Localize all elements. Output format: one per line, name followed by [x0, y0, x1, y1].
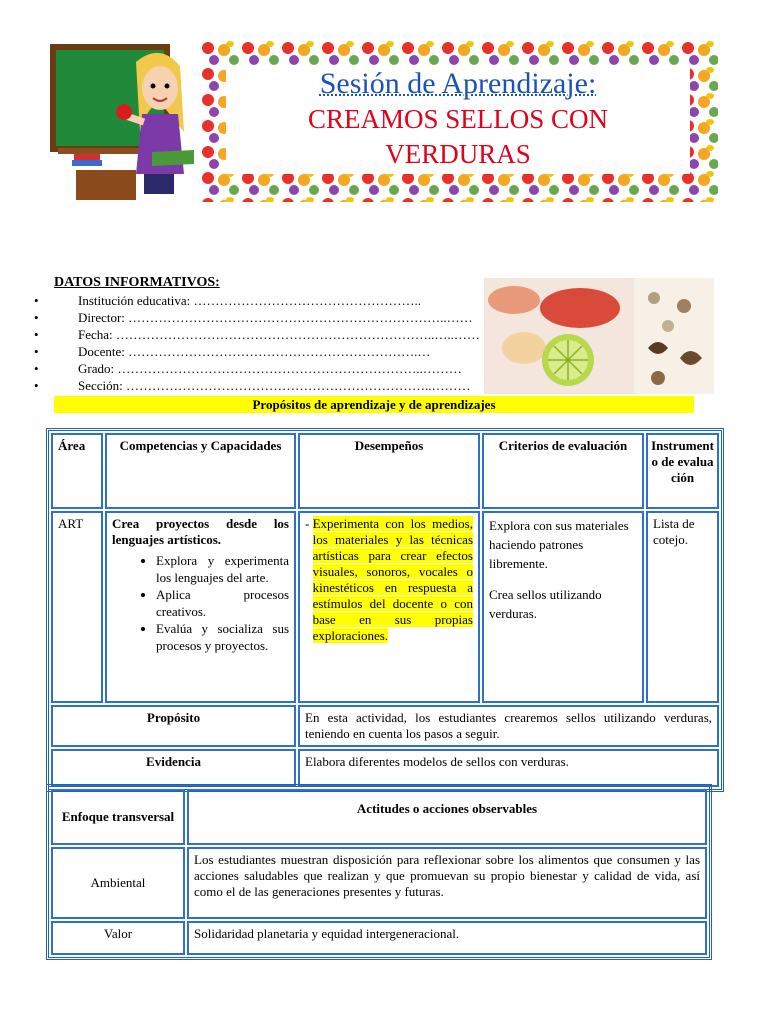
- competencia-title: Crea proyectos desde los lenguajes artísticos.: [112, 516, 289, 547]
- datos-item-fecha: • Fecha: ………………………………………………………………..…..……: [34, 326, 504, 343]
- table-row-art: [51, 511, 719, 703]
- proposito-label: Propósito: [51, 705, 296, 747]
- desempeno-highlight: Experimenta con los medios, los materiales y las técnicas artísticas para crear efectos visuales, sonoros, vocales o kinestéticos en respuesta a estímulos del docente o con base en sus propias exploraciones.: [312, 516, 473, 643]
- datos-informativos-list: [34, 292, 504, 394]
- datos-item-seccion: • Sección: ……………………………………………………………..………: [34, 377, 504, 394]
- criterio-item: Crea sellos utilizando verduras.: [489, 587, 602, 621]
- criterio-item: Explora con sus materiales haciendo patrones libremente.: [489, 518, 629, 571]
- header-desempenos: Desempeños: [298, 433, 480, 509]
- enfoque-transversal-table: [46, 784, 712, 960]
- header-criterios: Criterios de evaluación: [482, 433, 644, 509]
- capacidad-item: • Explora y experimenta los lenguajes del arte.: [156, 552, 289, 586]
- table-header-row: [51, 433, 719, 509]
- ambiental-label: Ambiental: [51, 847, 185, 919]
- enfoque-row-valor: [51, 921, 707, 955]
- session-title: Sesión de Aprendizaje:: [319, 67, 597, 100]
- ambiental-text: Los estudiantes muestran disposición para reflexionar sobre los alimentos que consumen y las acciones saludables que realizan y que promuevan su propio bienestar y calidad de vida, así como el de las generaciones presentes y futuras.: [187, 847, 707, 919]
- datos-informativos-heading: DATOS INFORMATIVOS:: [54, 275, 220, 290]
- capacidad-item: • Aplica procesos creativos.: [156, 586, 289, 620]
- enfoque-header-row: [51, 789, 707, 845]
- evidencia-text: Elabora diferentes modelos de sellos con verduras.: [298, 749, 719, 787]
- propositos-banner: Propósitos de aprendizaje y de aprendizajes: [54, 396, 694, 413]
- datos-item-director: • Director: ………………………………………………………………..……: [34, 309, 504, 326]
- header-area: Área: [51, 433, 103, 509]
- valor-text: Solidaridad planetaria y equidad intergeneracional.: [187, 921, 707, 955]
- instrumento-cell: Lista de cotejo.: [646, 511, 719, 703]
- criterios-cell: [482, 511, 644, 703]
- table-row-evidencia: [51, 749, 719, 787]
- header-title-box: [226, 66, 690, 174]
- desempenos-cell: [298, 511, 480, 703]
- proposito-text: En esta actividad, los estudiantes crearemos sellos utilizando verduras, teniendo en cuenta los pasos a seguir.: [298, 705, 719, 747]
- header-instrumento: Instrumento de evaluación: [646, 433, 719, 509]
- datos-item-grado: • Grado: ……………………………………………………………..………: [34, 360, 504, 377]
- header-competencias: Competencias y Capacidades: [105, 433, 296, 509]
- session-subtitle: CREAMOS SELLOS CON VERDURAS: [307, 104, 609, 169]
- capacidades-list: [112, 552, 289, 654]
- valor-label: Valor: [51, 921, 185, 955]
- competencias-cell: [105, 511, 296, 703]
- learning-purposes-table: [46, 428, 724, 792]
- evidencia-label: Evidencia: [51, 749, 296, 787]
- datos-item-institucion: • Institución educativa: ……………………………………………..: [34, 292, 504, 309]
- teacher-clipart: [48, 42, 196, 202]
- vegetable-stamps-photo: [484, 278, 714, 394]
- capacidad-item: • Evalúa y socializa sus procesos y proyectos.: [156, 620, 289, 654]
- desempeno-text: [313, 516, 473, 644]
- enfoque-row-ambiental: [51, 847, 707, 919]
- header-actitudes: Actitudes o acciones observables: [187, 789, 707, 845]
- area-cell: ART: [51, 511, 103, 703]
- datos-item-docente: • Docente: ………………………………………………………….…: [34, 343, 504, 360]
- desempeno-dash: -: [305, 516, 313, 531]
- table-row-proposito: [51, 705, 719, 747]
- header-enfoque: Enfoque transversal: [51, 789, 185, 845]
